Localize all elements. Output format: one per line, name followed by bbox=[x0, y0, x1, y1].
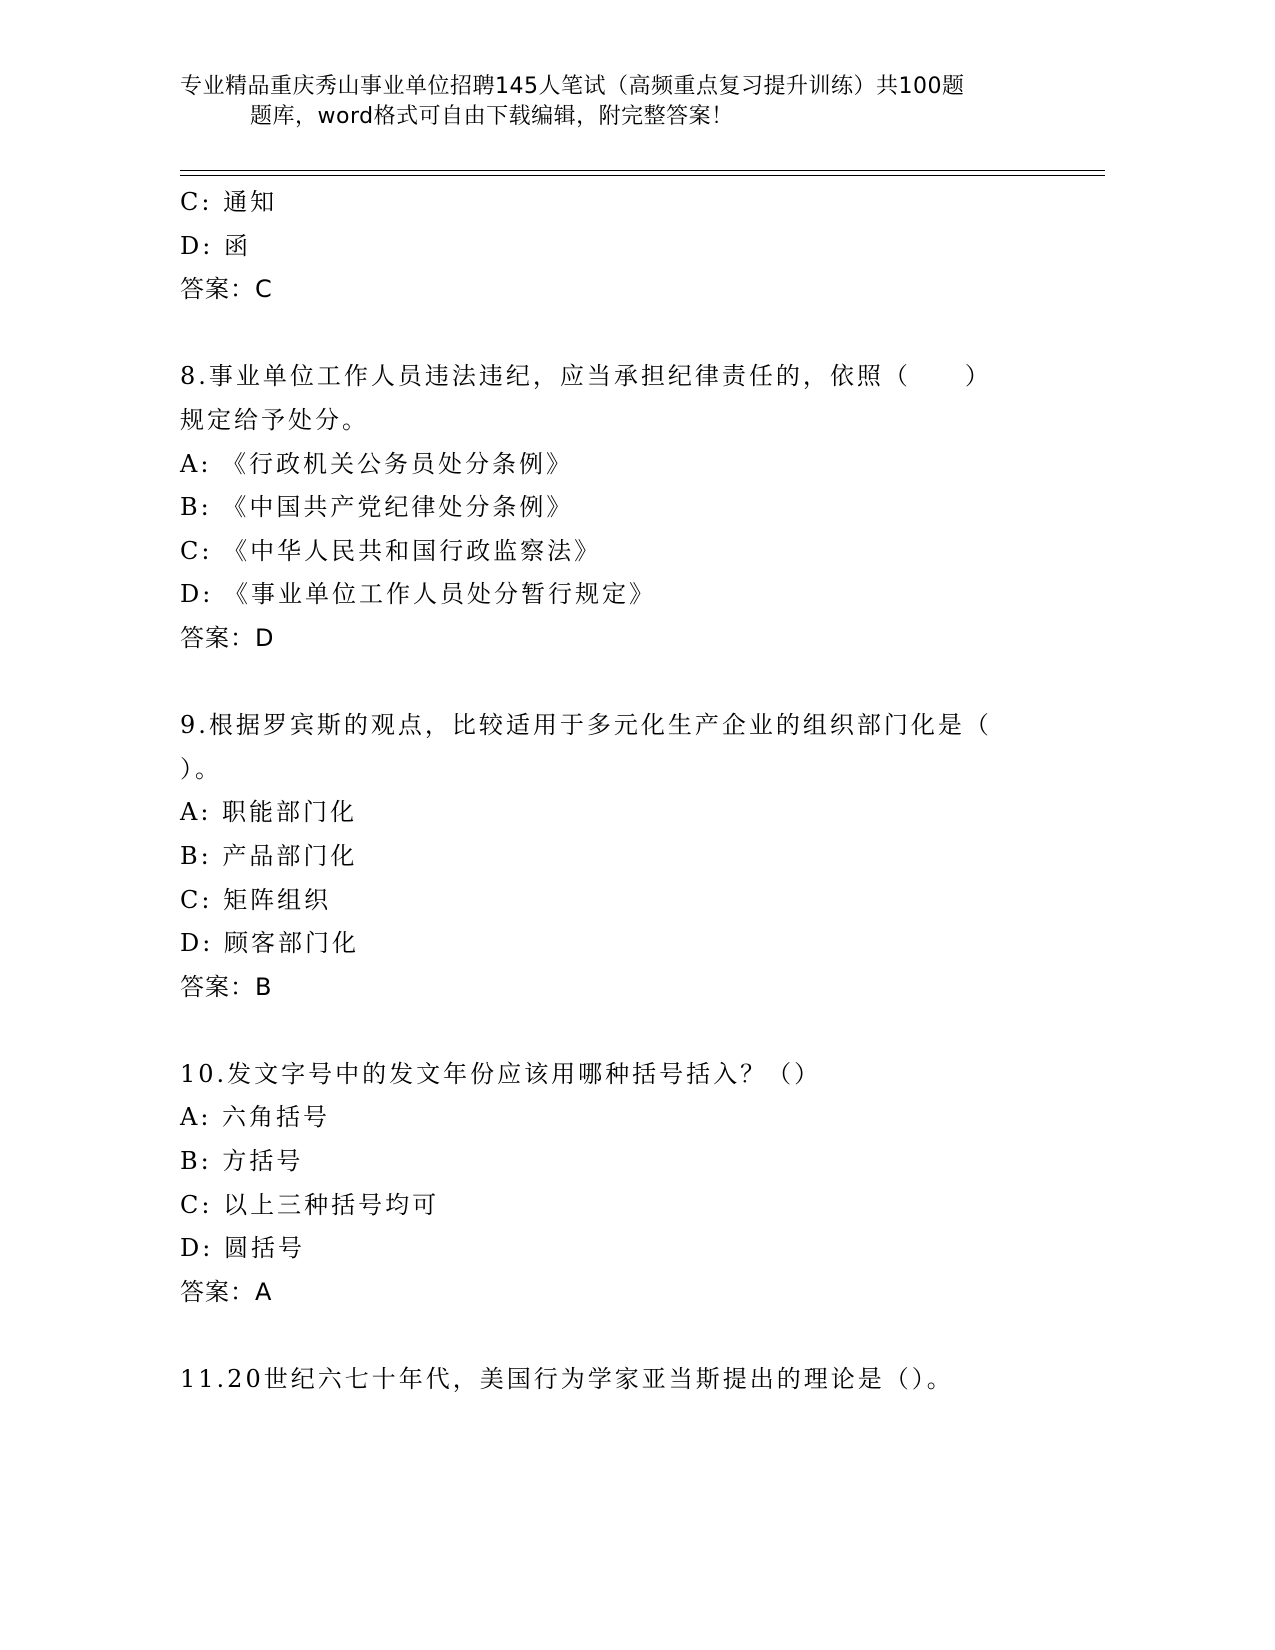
q9-stem-line-2: ）。 bbox=[180, 754, 222, 783]
spacer bbox=[180, 1317, 1060, 1361]
q9-option-b: B: 产品部门化 bbox=[180, 841, 358, 870]
q10-answer: 答案：A bbox=[180, 1277, 273, 1306]
q9-option-a: A: 职能部门化 bbox=[180, 798, 358, 827]
q7-option-c: C: 通知 bbox=[180, 188, 278, 216]
header-divider-top bbox=[180, 170, 1105, 171]
q10-option-a: A: 六角括号 bbox=[180, 1103, 331, 1132]
header-divider-bottom bbox=[180, 175, 1105, 176]
q8-option-a: A: 《行政机关公务员处分条例》 bbox=[180, 449, 574, 478]
q9-answer: 答案：B bbox=[180, 972, 273, 1001]
q11-stem-line-1: 11.20世纪六七十年代，美国行为学家亚当斯提出的理论是（）。 bbox=[180, 1365, 954, 1394]
spacer bbox=[180, 1012, 1060, 1056]
q10-option-b: B: 方括号 bbox=[180, 1147, 304, 1176]
q7-option-d: D: 函 bbox=[180, 231, 251, 260]
header-title-line-1: 专业精品重庆秀山事业单位招聘145人笔试（高频重点复习提升训练）共100题 bbox=[180, 74, 965, 99]
q10-option-d: D: 圆括号 bbox=[180, 1234, 305, 1263]
q8-option-b: B: 《中国共产党纪律处分条例》 bbox=[180, 493, 574, 522]
q9-option-c: C: 矩阵组织 bbox=[180, 885, 332, 914]
spacer bbox=[180, 315, 1060, 359]
header-title-line-2: 题库，word格式可自由下载编辑，附完整答案！ bbox=[250, 104, 734, 129]
page-header bbox=[180, 72, 1040, 132]
q8-stem-line-2: 规定给予处分。 bbox=[180, 405, 369, 434]
q7-answer: 答案：C bbox=[180, 275, 273, 304]
spacer bbox=[180, 664, 1060, 708]
q8-option-c: C: 《中华人民共和国行政监察法》 bbox=[180, 536, 602, 565]
question-list bbox=[180, 184, 1060, 1405]
q8-stem-line-1: 8.事业单位工作人员违法违纪，应当承担纪律责任的，依照（ ） bbox=[180, 362, 992, 391]
q8-answer: 答案：D bbox=[180, 623, 275, 652]
q10-stem-line-1: 10.发文字号中的发文年份应该用哪种括号括入？（） bbox=[180, 1059, 822, 1088]
q9-option-d: D: 顾客部门化 bbox=[180, 929, 359, 958]
q8-option-d: D: 《事业单位工作人员处分暂行规定》 bbox=[180, 580, 656, 609]
q10-option-c: C: 以上三种括号均可 bbox=[180, 1190, 440, 1219]
q9-stem-line-1: 9.根据罗宾斯的观点，比较适用于多元化生产企业的组织部门化是（ bbox=[180, 711, 992, 740]
